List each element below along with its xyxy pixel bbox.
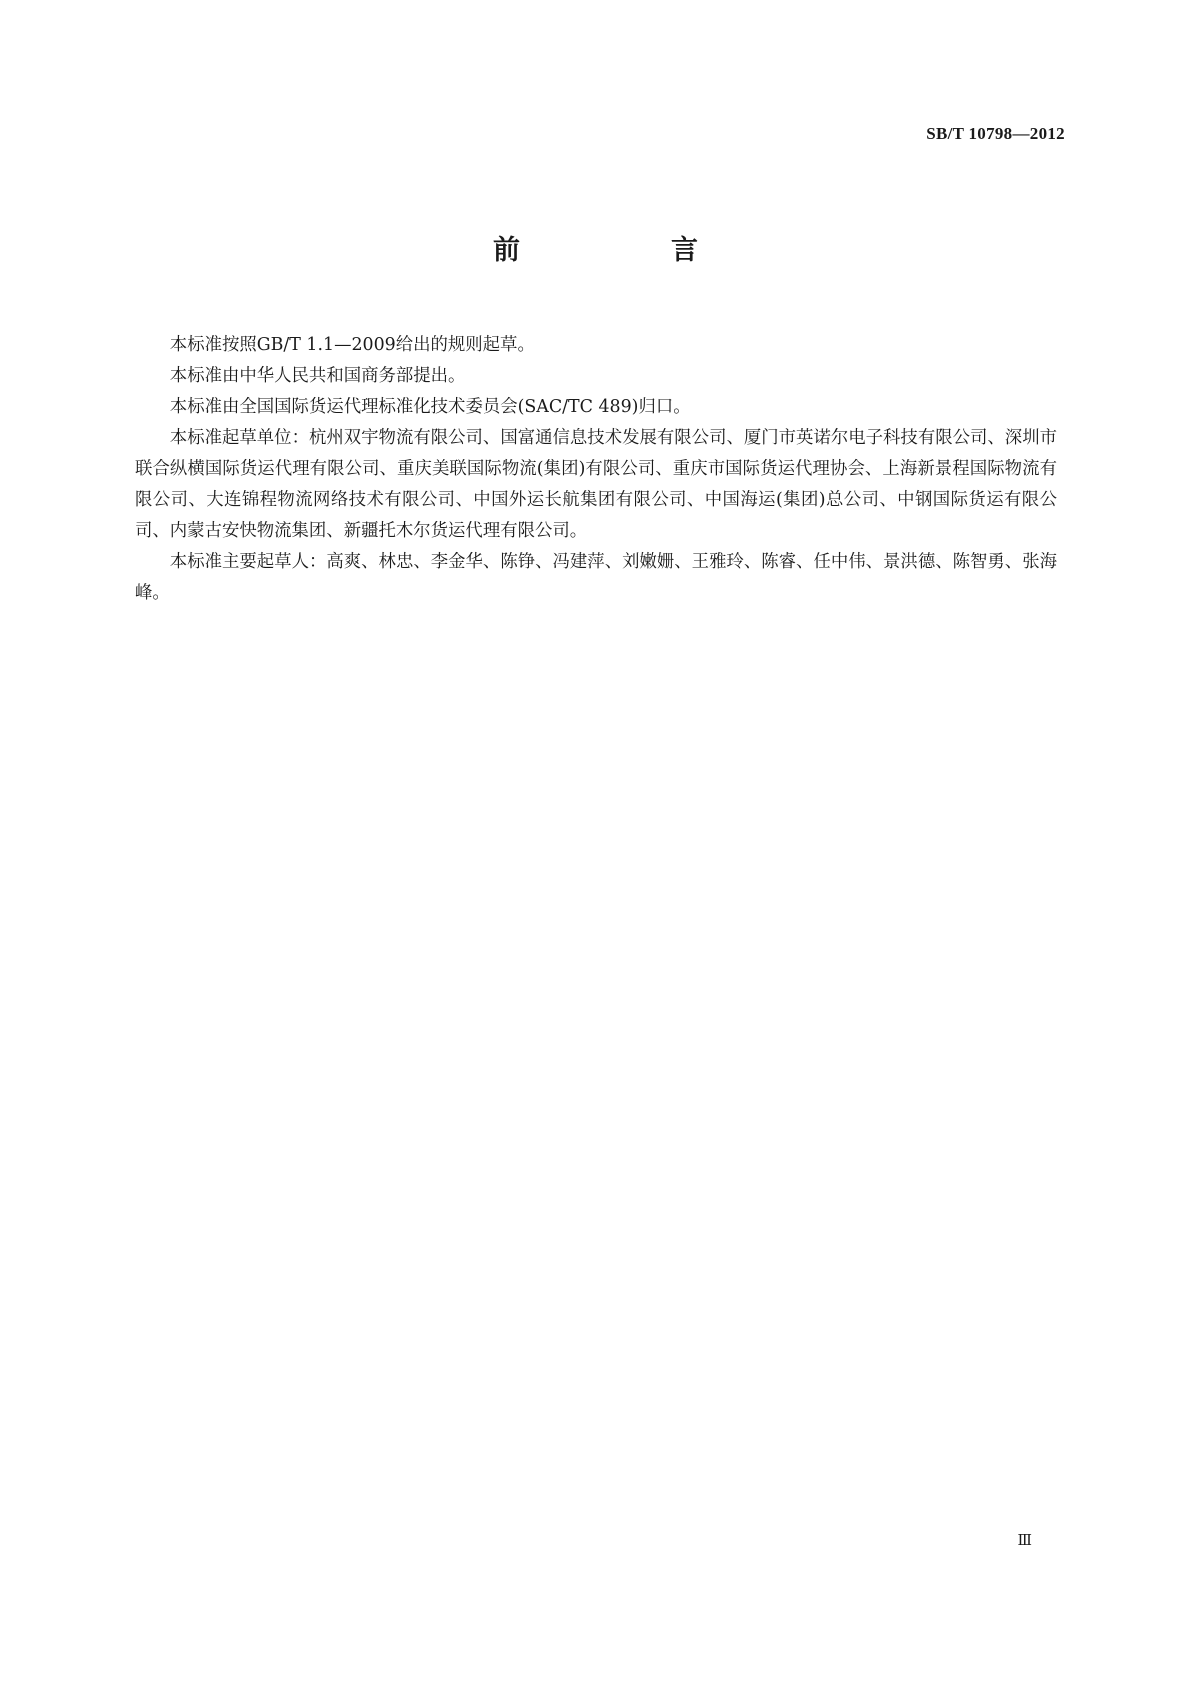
standard-code: SB/T 10798—2012	[926, 124, 1065, 143]
paragraph-drafters: 本标准主要起草人：高爽、林忠、李金华、陈铮、冯建萍、刘嫩姗、王雅玲、陈睿、任中伟、景洪德、陈智勇、张海峰。	[135, 552, 1057, 603]
page-title: 前 言	[493, 235, 760, 266]
paragraph-technical-committee: 本标准由全国国际货运代理标准化技术委员会(SAC/TC 489)归口。	[169, 397, 691, 417]
paragraph-proposer: 本标准由中华人民共和国商务部提出。	[169, 366, 466, 386]
paragraph-drafting-units: 本标准起草单位：杭州双宇物流有限公司、国富通信息技术发展有限公司、厦门市英诺尔电子科技有限公司、深圳市联合纵横国际货运代理有限公司、重庆美联国际物流(集团)有限公司、重庆市国际货运代理协会、上海新景程国际物流有限公司、大连锦程物流网络技术有限公司、中国外运长航集团有限公司、中国海运(集团)总公司、中钢国际货运有限公司、内蒙古安快物流集团、新疆托木尔货运代理有限公司。	[135, 428, 1057, 541]
paragraph-drafting-rules: 本标准按照GB/T 1.1—2009给出的规则起草。	[169, 335, 535, 355]
page-number: Ⅲ	[1017, 1531, 1032, 1549]
preface-body	[135, 330, 1057, 609]
